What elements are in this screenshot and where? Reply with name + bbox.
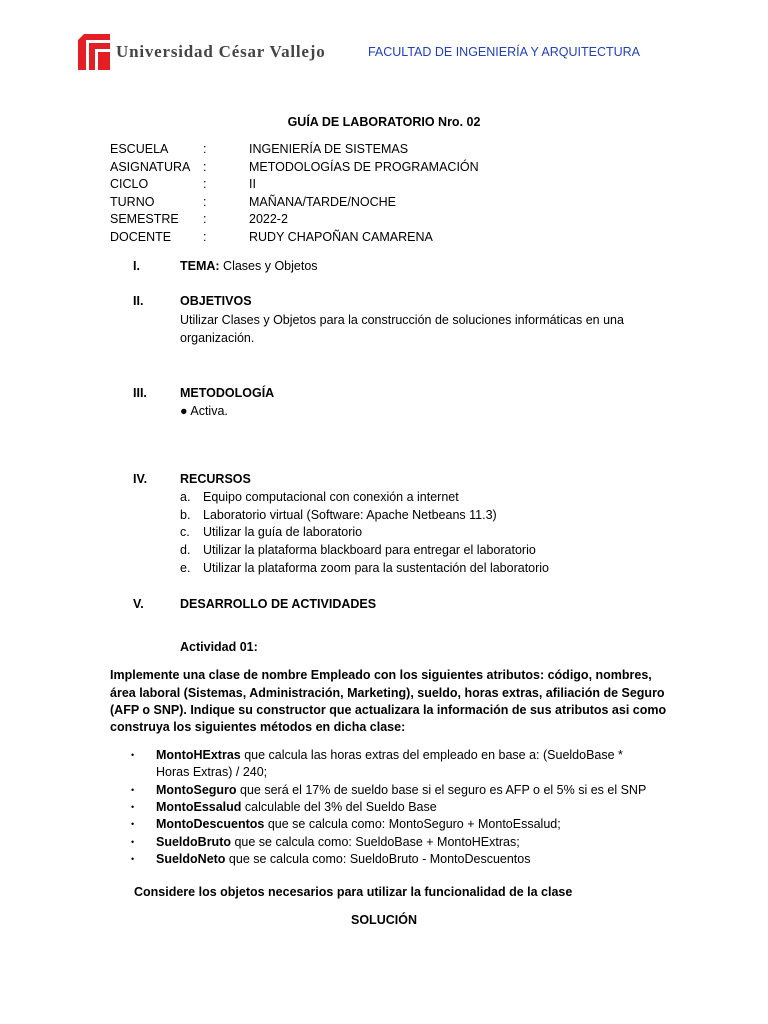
method-desc: que se calcula como: MontoSeguro + MontoEssalud; — [264, 817, 561, 831]
method-item — [156, 815, 561, 833]
metodologia-item — [180, 402, 228, 420]
section-tema — [180, 257, 318, 275]
section-number: III. — [133, 386, 147, 400]
info-value: MAÑANA/TARDE/NOCHE — [249, 195, 397, 209]
method-name: SueldoBruto — [156, 835, 231, 849]
info-label: CICLO — [110, 177, 149, 191]
method-desc: que se calcula como: SueldoBruto - MontoDescuentos — [225, 852, 531, 866]
metodologia-text: Activa. — [190, 404, 228, 418]
section-heading: OBJETIVOS — [180, 294, 252, 308]
list-marker: b. — [180, 508, 191, 522]
activity-title: Actividad 01: — [180, 640, 258, 654]
activity-text: Implemente una clase de nombre Empleado con los siguientes atributos: código, nombres, — [110, 668, 652, 682]
section-heading: METODOLOGÍA — [180, 386, 275, 400]
list-item: Utilizar la plataforma blackboard para entregar el laboratorio — [203, 543, 536, 557]
list-marker: c. — [180, 525, 190, 539]
list-marker: a. — [180, 490, 191, 504]
bullet-icon: • — [131, 750, 135, 760]
bullet-icon: • — [131, 819, 135, 829]
info-colon: : — [203, 160, 207, 174]
list-item: Utilizar la plataforma zoom para la sustentación del laboratorio — [203, 561, 550, 575]
method-name: MontoSeguro — [156, 783, 237, 797]
method-name: MontoDescuentos — [156, 817, 265, 831]
section-heading: RECURSOS — [180, 472, 251, 486]
list-item: Utilizar la guía de laboratorio — [203, 525, 363, 539]
method-item — [156, 781, 646, 799]
method-desc: que calcula las horas extras del empleado en base a: (SueldoBase * — [240, 748, 623, 762]
info-colon: : — [203, 230, 207, 244]
section-number: IV. — [133, 472, 148, 486]
info-colon: : — [203, 195, 207, 209]
objetivo-text: Utilizar Clases y Objetos para la construcción de soluciones informáticas en una — [180, 313, 624, 327]
info-label: ASIGNATURA — [110, 160, 191, 174]
ucv-logo-icon — [78, 34, 110, 70]
info-colon: : — [203, 142, 207, 156]
info-value: 2022-2 — [249, 212, 288, 226]
bullet-icon: • — [131, 837, 135, 847]
info-value: II — [249, 177, 256, 191]
list-item: Equipo computacional con conexión a internet — [203, 490, 459, 504]
method-item — [156, 798, 437, 816]
info-label: SEMESTRE — [110, 212, 179, 226]
section-number: V. — [133, 597, 144, 611]
faculty-name: FACULTAD DE INGENIERÍA Y ARQUITECTURA — [367, 45, 640, 59]
bullet-icon: ● — [180, 404, 188, 418]
method-name: MontoHExtras — [156, 748, 241, 762]
info-label: DOCENTE — [110, 230, 172, 244]
activity-text: construya los siguientes métodos en dicha clase: — [110, 720, 406, 734]
tema-value: Clases y Objetos — [219, 259, 318, 273]
method-name: SueldoNeto — [156, 852, 226, 866]
activity-text: área laboral (Sistemas, Administración, Marketing), sueldo, horas extras, afiliación de Seguro — [110, 686, 665, 700]
section-heading: DESARROLLO DE ACTIVIDADES — [180, 597, 377, 611]
method-item — [156, 850, 530, 868]
list-marker: e. — [180, 561, 191, 575]
activity-text: (AFP o SNP). Indique su constructor que actualizara la información de sus atributos asi como — [110, 703, 667, 717]
method-name: MontoEssalud — [156, 800, 242, 814]
info-label: ESCUELA — [110, 142, 169, 156]
section-number: II. — [133, 294, 144, 308]
info-colon: : — [203, 177, 207, 191]
list-marker: d. — [180, 543, 191, 557]
section-number: I. — [133, 259, 140, 273]
method-item — [156, 833, 520, 851]
bullet-icon: • — [131, 785, 135, 795]
method-item — [156, 746, 623, 764]
info-value: METODOLOGÍAS DE PROGRAMACIÓN — [249, 160, 479, 174]
activity-note: Considere los objetos necesarios para utilizar la funcionalidad de la clase — [134, 885, 573, 899]
bullet-icon: • — [131, 802, 135, 812]
page-title: GUÍA DE LABORATORIO Nro. 02 — [287, 115, 481, 129]
method-item-continuation: Horas Extras) / 240; — [156, 765, 268, 779]
objetivo-text: organización. — [180, 331, 255, 345]
bullet-icon: • — [131, 854, 135, 864]
method-desc: que se calcula como: SueldoBase + MontoHExtras; — [231, 835, 520, 849]
info-value: RUDY CHAPOÑAN CAMARENA — [249, 230, 433, 244]
method-desc: calculable del 3% del Sueldo Base — [241, 800, 437, 814]
section-heading: TEMA: — [180, 259, 220, 273]
list-item: Laboratorio virtual (Software: Apache Netbeans 11.3) — [203, 508, 497, 522]
university-name: Universidad César Vallejo — [116, 42, 326, 61]
info-label: TURNO — [110, 195, 155, 209]
info-colon: : — [203, 212, 207, 226]
method-desc: que será el 17% de sueldo base si el seguro es AFP o el 5% si es el SNP — [236, 783, 647, 797]
info-value: INGENIERÍA DE SISTEMAS — [249, 142, 409, 156]
solution-heading: SOLUCIÓN — [351, 913, 417, 927]
